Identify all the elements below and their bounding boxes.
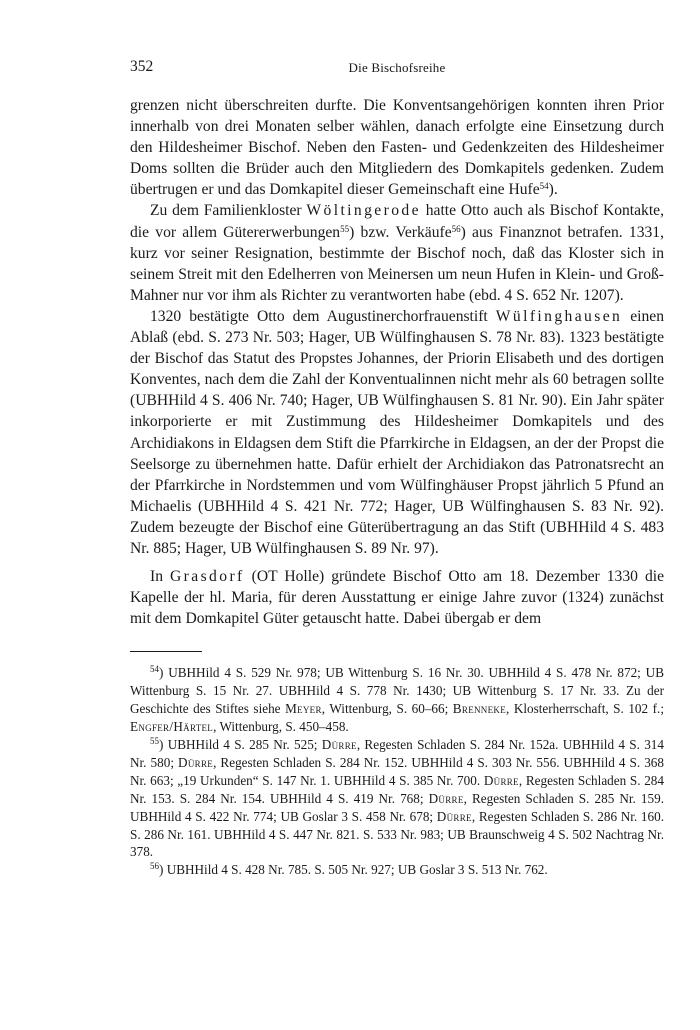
- footnote: [130, 664, 664, 736]
- text-run: Zu dem Familienkloster: [150, 202, 307, 220]
- text-run: , Regesten Schladen S. 286 Nr. 160. S. 286 Nr. 161. UBHHild 4 S. 447 Nr. 821. S. 533 Nr. 983; UB Braunschweig 4 S. 502 Nachtrag Nr. 378.: [130, 808, 665, 860]
- text-run: einen Ablaß (ebd. S. 273 Nr. 503; Hager, UB Wülfinghausen S. 78 Nr. 83). 1323 bestätigte der Bischof das Statut des Propstes Johannes, der Priorin Elisabeth und des dortigen Konventes, nach dem die Zahl der Konventualinnen nicht mehr als 60 betragen sollte (UBHHild 4 S. 406 Nr. 740; Hager, UB Wülfinghausen S. 81 Nr. 90). Ein Jahr später inkorporierte er mit Zustimmung des Hildesheimer Domkapitels und des Archidiakons in Eldagsen dem Stift die Pfarrkirche in Eldagsen, an der der Propst die Seelsorge zu übernehmen hatte. Dafür erhielt der Archidiakon das Patronatsrecht an der Pfarrkirche in Nordstemmen und vom Wülfinghäuser Propst jährlich 5 Pfund an Michaelis (UBHHild 4 S. 421 Nr. 772; Hager, UB Wülfinghausen S. 83 Nr. 92). Zudem bezeugte der Bischof eine Güterübertragung an das Stift (UBHHild 4 S. 483 Nr. 885; Hager, UB Wülfinghausen S. 89 Nr. 97).: [130, 307, 665, 557]
- spaced-place-name: Grasdorf: [170, 568, 245, 586]
- text-run: ) bzw. Verkäufe: [349, 223, 452, 241]
- paragraph: [130, 306, 664, 559]
- text-run: ) aus Finanznot betrafen. 1331, kurz vor seiner Resignation, bestimmte der Bischof noch, daß das Kloster sich in seinem Streit mit den Edelherren von Meinersen um neun Hufen in Klein- und Groß-Mahner nur vor ihm als Richter zu verantworten habe (ebd. 4 S. 652 Nr. 1207).: [130, 223, 664, 304]
- footnote-marker: 55: [150, 735, 159, 746]
- text-run: , Regesten Schladen S. 284 Nr. 153. S. 284 Nr. 154. UBHHild 4 S. 419 Nr. 768;: [130, 772, 664, 806]
- paragraph: [130, 95, 664, 200]
- footnote: [130, 861, 664, 879]
- text-run: 1320 bestätigte Otto dem Augustinerchorfrauenstift: [150, 307, 496, 325]
- footnote: [130, 736, 664, 861]
- text-run: , Wittenburg, S. 450–458.: [213, 719, 349, 735]
- author-name: Meyer: [285, 701, 322, 717]
- text-run: , Klosterherrschaft, S. 102 f.;: [506, 701, 664, 717]
- text-run: , Regesten Schladen S. 284 Nr. 152. UBHHild 4 S. 303 Nr. 556. UBHHild 4 S. 368 Nr. 663; „19 Urkunden“ S. 147 Nr. 1. UBHHild 4 S. 385 Nr. 700.: [130, 754, 664, 788]
- text-run: ) UBHHild 4 S. 428 Nr. 785. S. 505 Nr. 927; UB Goslar 3 S. 513 Nr. 762.: [159, 862, 548, 878]
- footnote-marker: 56: [150, 861, 159, 872]
- text-run: ) UBHHild 4 S. 285 Nr. 525;: [159, 736, 322, 752]
- book-page: [130, 58, 664, 879]
- paragraph: [130, 200, 664, 305]
- text-run: , Wittenburg, S. 60–66;: [321, 701, 453, 717]
- text-run: (OT Holle) gründete Bischof Otto am 18. Dezember 1330 die Kapelle der hl. Maria, für deren Ausstattung er einige Jahre zuvor (1324) zunächst mit dem Domkapitel Güter getauscht hatte. Dabei übergab er dem: [130, 568, 665, 628]
- author-name: Brenneke: [452, 701, 506, 717]
- author-name: Dürre: [321, 736, 357, 752]
- text-run: ).: [548, 181, 558, 199]
- running-title: Die Bischofsreihe: [348, 60, 446, 75]
- author-name: Dürre: [178, 754, 214, 770]
- paragraph: [130, 566, 664, 629]
- spaced-place-name: Wülfinghausen: [495, 307, 623, 325]
- text-run: hatte Otto auch als Bischof Kontakte, die vor allem Gütererwerbungen: [130, 202, 664, 241]
- text-run: In: [150, 568, 171, 586]
- text-run: ) UBHHild 4 S. 529 Nr. 978; UB Wittenburg S. 16 Nr. 30. UBHHild 4 S. 478 Nr. 872; UB Wittenburg S. 15 Nr. 27. UBHHild 4 S. 778 Nr. 1430; UB Wittenburg S. 17 Nr. 33. Zu der Geschichte des Stiftes siehe: [130, 665, 664, 717]
- footnote-marker: 55: [340, 223, 350, 234]
- text-run: grenzen nicht überschreiten durfte. Die Konventsangehörigen konnten ihren Prior innerhalb von drei Monaten selber wählen, danach erfolgte eine Einsetzung durch den Hildesheimer Bischof. Neben den Fasten- und Gedenkzeiten des Hildesheimer Doms sollten die Brüder auch den Mitgliedern des Domkapitels gedenken. Zudem übertrugen er und das Domkapitel dieser Gemeinschaft eine Hufe: [130, 97, 664, 199]
- author-name: Dürre: [436, 808, 472, 824]
- author-name: Dürre: [483, 772, 519, 788]
- page-header: [130, 58, 664, 82]
- author-name: Engfer/Härtel: [130, 719, 214, 735]
- footnote-marker: 56: [451, 223, 461, 234]
- footnote-marker: 54: [539, 181, 549, 192]
- footnotes: [130, 664, 664, 879]
- main-text: [130, 95, 664, 629]
- footnote-divider: [130, 651, 202, 652]
- text-run: , Regesten Schladen S. 285 Nr. 159. UBHHild 4 S. 422 Nr. 774; UB Goslar 3 S. 458 Nr. 678;: [130, 790, 664, 824]
- page-number: 352: [130, 58, 154, 75]
- spaced-place-name: Wöltingerode: [306, 202, 421, 220]
- text-run: , Regesten Schladen S. 284 Nr. 152a. UBHHild 4 S. 314 Nr. 580;: [130, 736, 664, 770]
- author-name: Dürre: [428, 790, 464, 806]
- footnote-marker: 54: [150, 664, 159, 675]
